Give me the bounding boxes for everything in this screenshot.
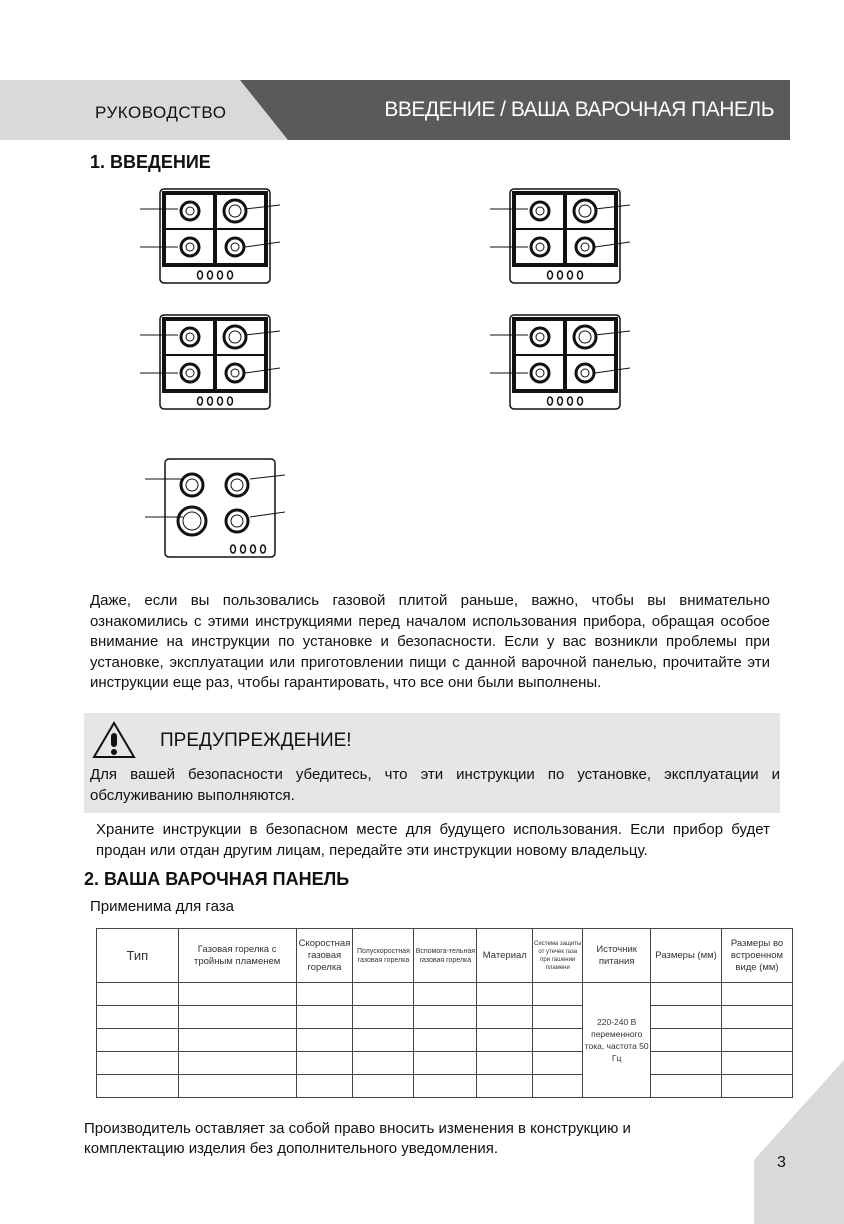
table-row	[97, 1075, 793, 1098]
intro-paragraph: Даже, если вы пользовались газовой плитой раньше, важно, чтобы вы внимательно ознакомились с этими инструкциями перед началом использования прибора, обращая особое внимание на инструкции по установке и безопасности. Если у вас возникли проблемы при установке, эксплуатации или приготовлении пищи с данной варочной панелью, прочитайте эти инструкции еще раз, чтобы гарантировать, что все они были выполнены.	[90, 592, 770, 691]
hob-diagram	[490, 187, 630, 297]
power-source-cell: 220-240 В переменного тока, частота 50 Гц	[583, 983, 651, 1098]
manufacturer-note: Производитель оставляет за собой право вносить изменения в конструкцию и комплектацию изделия без дополнительного уведомления.	[84, 1120, 631, 1157]
col-header: Размеры во встроенном виде (мм)	[722, 929, 793, 983]
table-row	[97, 983, 793, 1006]
warning-box	[84, 713, 780, 813]
page-number: 3	[777, 1154, 786, 1171]
table-row	[97, 1029, 793, 1052]
hob-diagram	[140, 313, 280, 423]
table-row	[97, 1006, 793, 1029]
col-header: Тип	[97, 929, 179, 983]
hob-diagram	[145, 457, 285, 567]
keep-instructions-text: Храните инструкции в безопасном месте для будущего использования. Если прибор будет продан или отдан другим лицам, передайте эти инструкции новому владельцу.	[96, 821, 770, 859]
specs-table	[96, 928, 793, 1098]
table-header-row	[97, 929, 793, 983]
col-header: Газовая горелка с тройным пламенем	[178, 929, 296, 983]
col-header: Скоростная газовая горелка	[296, 929, 353, 983]
warning-triangle-icon	[92, 721, 136, 759]
table-row	[97, 1052, 793, 1075]
hob-diagram	[490, 313, 630, 423]
warning-text: Для вашей безопасности убедитесь, что эти инструкции по установке, эксплуатации и обслуживанию выполняются.	[90, 766, 780, 804]
col-header: Система защиты от утечек газа при гашении пламени	[533, 929, 583, 983]
section-1-title: 1. ВВЕДЕНИЕ	[90, 152, 211, 172]
header-section-title: ВВЕДЕНИЕ / ВАША ВАРОЧНАЯ ПАНЕЛЬ	[384, 98, 774, 121]
col-header: Полускоростная газовая горелка	[353, 929, 414, 983]
col-header: Источник питания	[583, 929, 651, 983]
hob-diagram	[140, 187, 280, 297]
col-header: Размеры (мм)	[651, 929, 722, 983]
col-header: Материал	[477, 929, 533, 983]
section-2-subtitle: Применима для газа	[90, 898, 234, 915]
col-header: Вспомога-тельная газовая горелка	[414, 929, 477, 983]
header-manual-label: РУКОВОДСТВО	[95, 103, 227, 122]
section-2-title: 2. ВАША ВАРОЧНАЯ ПАНЕЛЬ	[84, 869, 350, 889]
warning-title: ПРЕДУПРЕЖДЕНИЕ!	[160, 730, 352, 751]
